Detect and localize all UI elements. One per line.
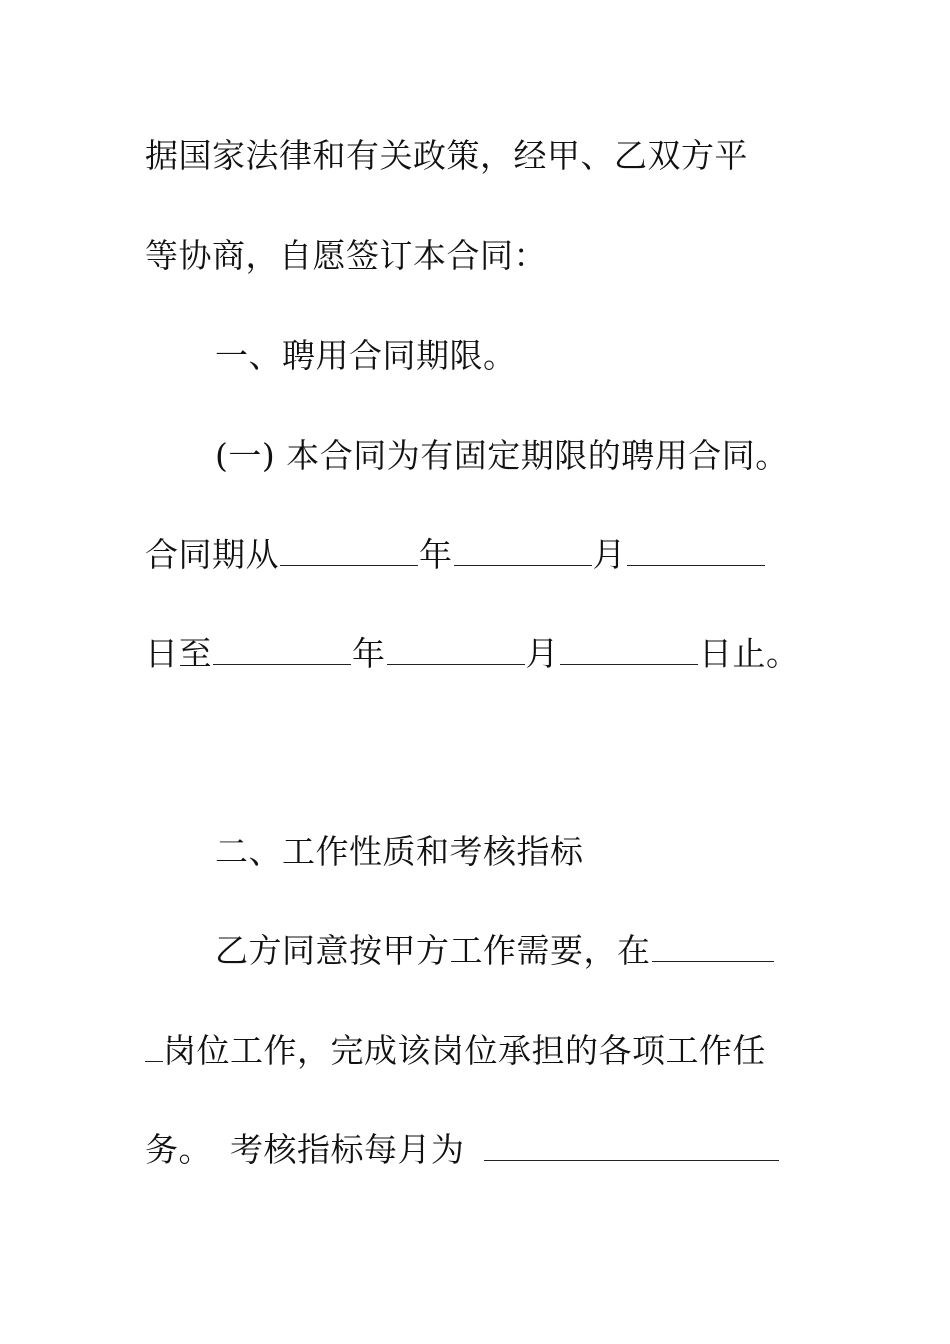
heading-text: 一、聘用合同期限。 (215, 336, 517, 375)
start-day-blank[interactable] (627, 535, 765, 566)
paragraph-line-1 (145, 136, 805, 176)
contract-period-end-line (145, 634, 805, 674)
clause-line-1 (215, 436, 805, 476)
section-heading-2 (215, 832, 805, 872)
end-day-blank[interactable] (560, 634, 698, 665)
end-month-blank[interactable] (387, 634, 525, 665)
contract-period-start-line (145, 535, 805, 575)
position-blank-continued[interactable] (145, 1031, 163, 1062)
line-text: (一) 本合同为有固定期限的聘用合同。 (215, 436, 789, 475)
start-year-blank[interactable] (280, 535, 418, 566)
section-heading-1 (215, 336, 805, 376)
line-text: 务。 (145, 1130, 212, 1169)
year-label: 年 (419, 535, 453, 574)
paragraph-line-2 (145, 236, 805, 276)
start-month-blank[interactable] (454, 535, 592, 566)
end-suffix: 日止。 (699, 634, 800, 673)
clause-line-2 (215, 931, 805, 971)
line-text: 乙方同意按甲方工作需要，在 (215, 931, 651, 970)
position-blank[interactable] (652, 931, 774, 962)
line-text: 合同期从 (145, 535, 279, 574)
line-text: 等协商，自愿签订本合同： (145, 236, 547, 275)
clause-line-3 (145, 1031, 805, 1071)
clause-line-4 (145, 1130, 805, 1170)
year-label: 年 (352, 634, 386, 673)
end-year-blank[interactable] (213, 634, 351, 665)
line-text: 岗位工作，完成该岗位承担的各项工作任 (163, 1031, 766, 1070)
line-text: 考核指标每月为 (230, 1130, 465, 1169)
line-text: 日至 (145, 634, 212, 673)
month-label: 月 (525, 634, 559, 673)
month-label: 月 (592, 535, 626, 574)
monthly-target-blank[interactable] (484, 1130, 779, 1161)
line-text: 据国家法律和有关政策，经甲、乙双方平 (145, 136, 748, 175)
heading-text: 二、工作性质和考核指标 (215, 832, 584, 871)
